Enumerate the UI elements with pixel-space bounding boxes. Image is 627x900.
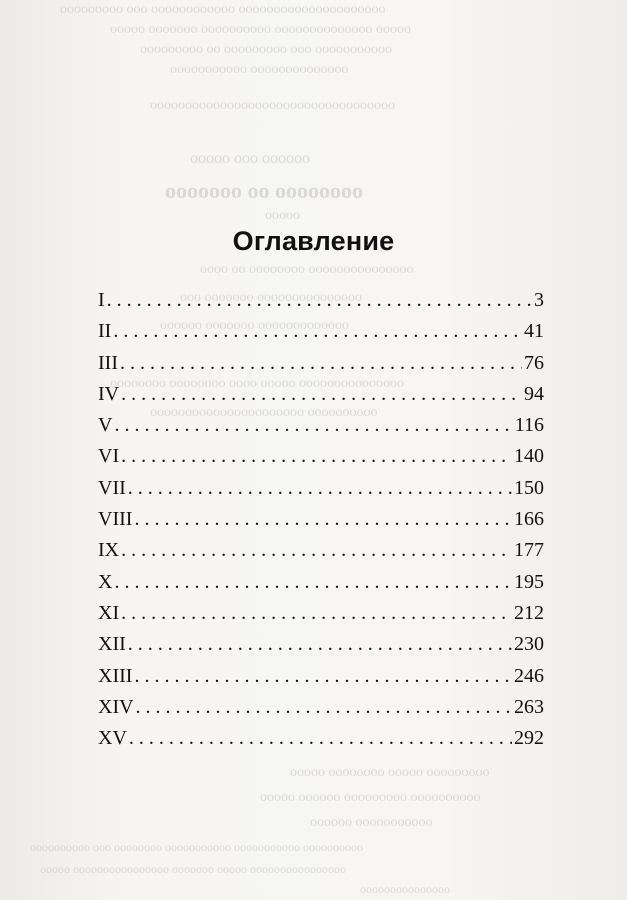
toc-dot-leader xyxy=(121,601,512,625)
toc-page-number: 195 xyxy=(514,570,544,593)
toc-page-number: 177 xyxy=(514,539,544,562)
toc-entry xyxy=(98,413,544,444)
toc-page-number: 94 xyxy=(524,382,544,405)
toc-dot-leader xyxy=(121,444,512,468)
toc-chapter-number: XIII xyxy=(98,664,133,687)
toc-chapter-number: X xyxy=(98,570,113,593)
toc-chapter-number: XII xyxy=(98,633,126,656)
toc-dot-leader xyxy=(114,570,512,594)
toc-page-number: 292 xyxy=(514,727,544,750)
toc-dot-leader xyxy=(128,632,512,656)
toc-entry xyxy=(98,444,544,475)
toc-chapter-number: IX xyxy=(98,539,120,562)
toc-entry xyxy=(98,507,544,538)
toc-dot-leader xyxy=(136,695,512,719)
toc-page-number: 246 xyxy=(514,664,544,687)
toc-page-number: 212 xyxy=(514,601,544,624)
toc-dot-leader xyxy=(114,413,512,437)
toc-entry xyxy=(98,319,544,350)
toc-chapter-number: V xyxy=(98,414,113,437)
toc-page-number: 230 xyxy=(514,633,544,656)
toc-dot-leader xyxy=(129,726,512,750)
toc-entry xyxy=(98,570,544,601)
toc-dot-leader xyxy=(128,476,512,500)
toc-chapter-number: II xyxy=(98,320,112,343)
toc-dot-leader xyxy=(134,664,512,688)
toc-dot-leader xyxy=(120,351,522,375)
toc-chapter-number: VI xyxy=(98,445,120,468)
toc-chapter-number: VIII xyxy=(98,508,133,531)
toc-page-number: 3 xyxy=(534,289,544,311)
toc-page-number: 140 xyxy=(514,445,544,468)
toc-page-number: 263 xyxy=(514,695,544,718)
toc-chapter-number: XI xyxy=(98,601,120,624)
toc-entry xyxy=(98,726,544,757)
bleed-through-background: ооооооооооооооооооооо оооооооооооо ооо ооооооооо ооооо оооооооооооооо оооооооооо ооооооо ооооо ооооооооооо ооо ооооооооо оо ооооооооо оооооооооооооо ооооооооооо ооооооооооооооооооооооооооооооооооо оооооо ооо ооооо оооооооо оо ооооооо ооооо ооооооооооооооо оооооооо оо оооо ооооооооооооооо ооооооо ооо ооооооооооооо ооооооо оооооо ооооооооооооооо ооооо оооо оооооооо оооооооо оооооооооо оооооооооооооооооооооо ооооооооо ооооо оооооооо ооооо оооооооооо ооооооооо оооооо ооооо ооооооооооо оооооо оооооооооо ооооооооооо ооооооооооо оооооооо ооо оооооооооо оооооооооооооооо ооооо ооооооо оооооооооооооооо ооооо ооооооооооооооо xyxy=(30,2,490,896)
toc-entry xyxy=(98,288,544,319)
toc-entry xyxy=(98,601,544,632)
toc-page-number: 150 xyxy=(514,476,544,499)
toc-chapter-number: I xyxy=(98,289,105,311)
toc-dot-leader xyxy=(107,288,532,312)
toc-entry xyxy=(98,695,544,726)
toc-dot-leader xyxy=(121,382,522,406)
toc-entry xyxy=(98,632,544,663)
toc-entry xyxy=(98,476,544,507)
page-title: Оглавление xyxy=(232,226,395,256)
toc-entry xyxy=(98,664,544,695)
toc-entry xyxy=(98,382,544,413)
toc-page-number: 166 xyxy=(514,508,544,531)
toc-chapter-number: XIV xyxy=(98,695,134,718)
table-of-contents xyxy=(98,288,544,757)
toc-entry xyxy=(98,538,544,569)
toc-chapter-number: III xyxy=(98,351,118,374)
toc-page-number: 76 xyxy=(524,351,544,374)
toc-dot-leader xyxy=(113,319,522,343)
toc-dot-leader xyxy=(121,538,512,562)
toc-page-number: 41 xyxy=(524,320,544,343)
toc-chapter-number: IV xyxy=(98,382,120,405)
toc-chapter-number: XV xyxy=(98,727,127,750)
toc-entry xyxy=(98,351,544,382)
toc-page-number: 116 xyxy=(514,414,544,437)
toc-dot-leader xyxy=(134,507,512,531)
toc-chapter-number: VII xyxy=(98,476,126,499)
